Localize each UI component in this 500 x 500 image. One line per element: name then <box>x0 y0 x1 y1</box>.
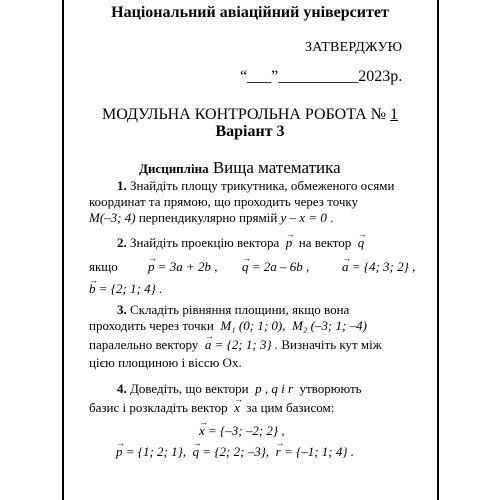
vector-q: → q <box>358 235 365 251</box>
task3-a-expression: = {2; 1; 3} . <box>214 337 279 352</box>
task3-line4: цією площиною і віссю Ox. <box>89 355 242 370</box>
task3-text1: Складіть рівняння площини, якщо вона <box>130 302 350 317</box>
task1-text1: Знайдіть площу трикутника, обмеженого осями <box>130 178 395 193</box>
task2-p-expression: → p = 3a + 2b , <box>148 259 218 275</box>
discipline-name: Вища математика <box>212 158 341 177</box>
discipline-line <box>139 158 341 178</box>
task2-a-expression: → a = {4; 3; 2} , <box>342 259 415 275</box>
task2-number: 2. <box>117 235 127 250</box>
university-name: Національний авіаційний університет <box>111 4 389 21</box>
vector-p: → p <box>286 235 293 251</box>
task1-line1 <box>117 178 394 194</box>
task4-line1: 4. Доведіть, що вектори p , q і r утворюють <box>117 381 362 396</box>
work-number: 1 <box>390 106 398 123</box>
work-title <box>0 106 500 124</box>
task1-number: 1. <box>117 178 127 193</box>
task1-line-equation: y – x = 0 <box>280 210 327 225</box>
task2-line1 <box>117 235 364 251</box>
variant-title: Варіант 3 <box>215 123 285 140</box>
task4-vector-list: p , q і r <box>255 381 293 396</box>
task1-line3: M(–3; 4) перпендикулярно прямій y – x = 0 . <box>89 210 334 225</box>
task3-point-m2: M₂ (–3; 1; –4) <box>291 318 367 333</box>
task3-point-m1: M₁ (0; 1; 0), <box>220 318 286 333</box>
task1-text3: перпендикулярно прямій <box>138 210 278 225</box>
task2-if: якщо <box>89 259 118 274</box>
task3-line1 <box>117 302 349 318</box>
task3-line3: паралельно вектору → a = {2; 1; 3} . Визначіть кут між <box>89 337 382 353</box>
discipline-label: Дисципліна <box>139 161 209 176</box>
page-right-border <box>437 0 439 500</box>
task2-b-expression: → b = {2; 1; 4} . <box>89 281 162 297</box>
approval-stamp: ЗАТВЕРДЖУЮ <box>305 40 403 55</box>
task2-q-expression: → q = 2a – 6b , <box>242 259 309 275</box>
task2-text2: на вектор <box>298 235 352 250</box>
task1-line2: координат та прямою, що проходить через точку <box>89 194 359 209</box>
vector-x: → x <box>234 400 240 416</box>
task4-x-expression: → x = {–3; –2; 2} , <box>199 423 285 439</box>
task3-number: 3. <box>117 302 127 317</box>
task4-line2: базис і розкладіть вектор → x за цим базисом: <box>89 400 334 416</box>
task3-text3b: Визначіть кут між <box>281 337 382 352</box>
task1-point: M(–3; 4) <box>89 210 136 225</box>
work-title-prefix: МОДУЛЬНА КОНТРОЛЬНА РОБОТА № <box>102 106 386 123</box>
task3-line2: проходить через точки M₁ (0; 1; 0), M₂ (–3; 1; –4) <box>89 318 367 333</box>
vector-a: → a <box>205 337 212 353</box>
task4-basis-expressions: → p = {1; 2; 1}, → q = {2; 2; –3}, → r = {–1; 1; 4} . <box>116 444 354 460</box>
page-left-border <box>62 0 64 500</box>
task2-text1: Знайдіть проекцію вектора <box>130 235 280 250</box>
approval-date-line: “___”__________2023р. <box>240 68 403 85</box>
task4-number: 4. <box>117 381 127 396</box>
